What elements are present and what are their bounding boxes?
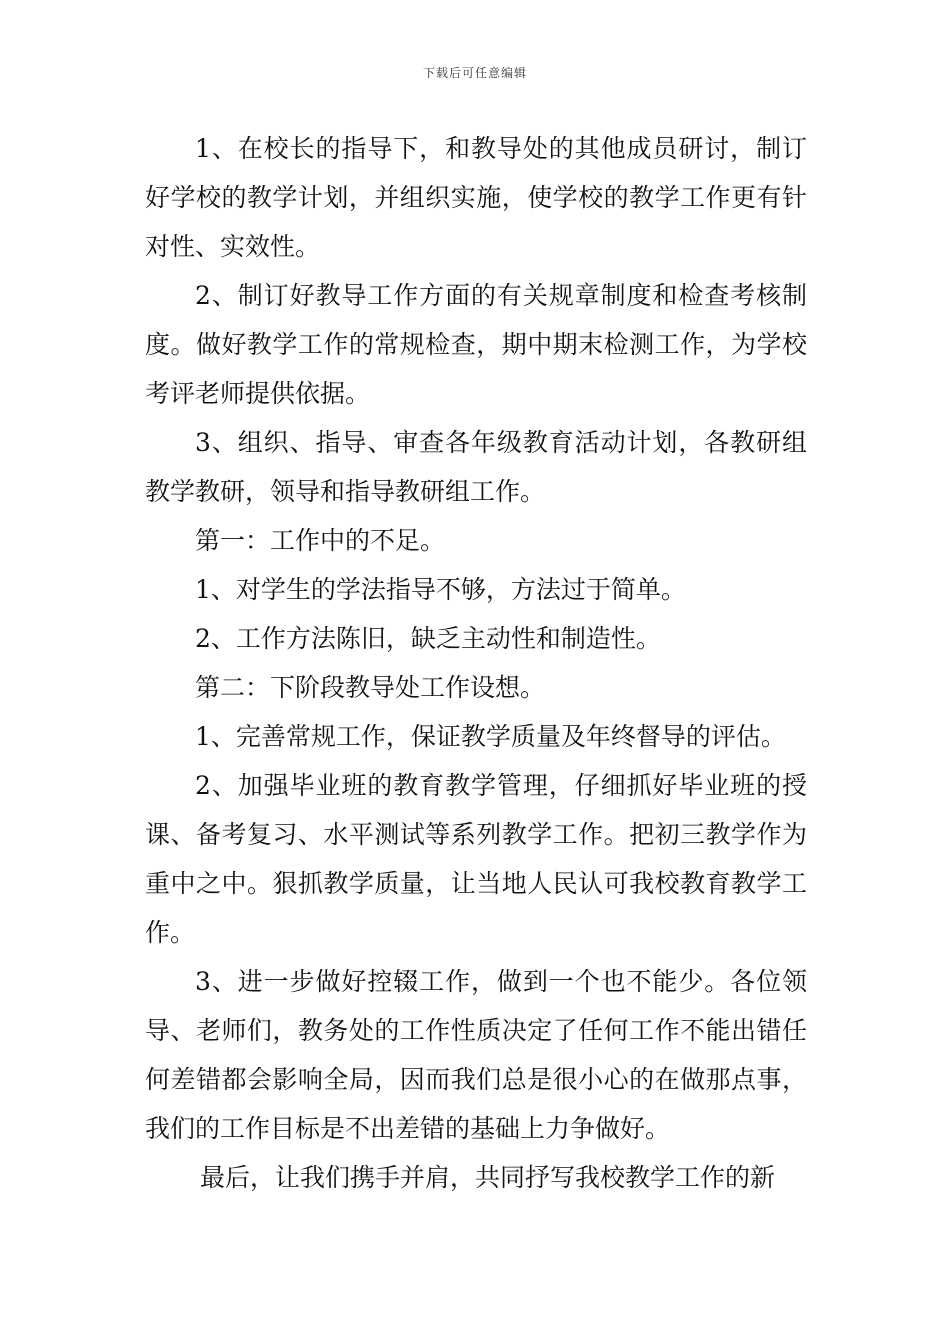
paragraph-plan-2: 2、加强毕业班的教育教学管理，仔细抓好毕业班的授课、备考复习、水平测试等系列教学工作。把初三教学作为重中之中。狠抓教学质量，让当地人民认可我校教育教学工作。 — [145, 771, 807, 947]
paragraph-plan-1: 1、完善常规工作，保证教学质量及年终督导的评估。 — [195, 722, 786, 751]
section-heading-plans: 第二：下阶段教导处工作设想。 — [195, 673, 546, 702]
document-body — [145, 124, 807, 1202]
paragraph-shortcoming-2: 2、工作方法陈旧，缺乏主动性和制造性。 — [195, 624, 661, 653]
paragraph-plan-3: 3、进一步做好控辍工作，做到一个也不能少。各位领导、老师们，教务处的工作性质决定了任何工作不能出错任何差错都会影响全局，因而我们总是很小心的在做那点事，我们的工作目标是不出差错的基础上力争做好。 — [145, 967, 807, 1143]
paragraph-duty-3: 3、组织、指导、审查各年级教育活动计划，各教研组教学教研，领导和指导教研组工作。 — [145, 428, 807, 506]
paragraph-duty-1: 1、在校长的指导下，和教导处的其他成员研讨，制订好学校的教学计划，并组织实施，使学校的教学工作更有针对性、实效性。 — [145, 134, 807, 261]
page-header: 下载后可任意编辑 — [422, 66, 527, 80]
paragraph-shortcoming-1: 1、对学生的学法指导不够，方法过于简单。 — [195, 575, 686, 604]
section-heading-shortcomings: 第一：工作中的不足。 — [195, 526, 446, 555]
paragraph-duty-2: 2、制订好教导工作方面的有关规章制度和检查考核制度。做好教学工作的常规检查，期中期末检测工作，为学校考评老师提供依据。 — [145, 281, 807, 408]
paragraph-closing: 最后，让我们携手并肩，共同抒写我校教学工作的新 — [200, 1163, 776, 1192]
